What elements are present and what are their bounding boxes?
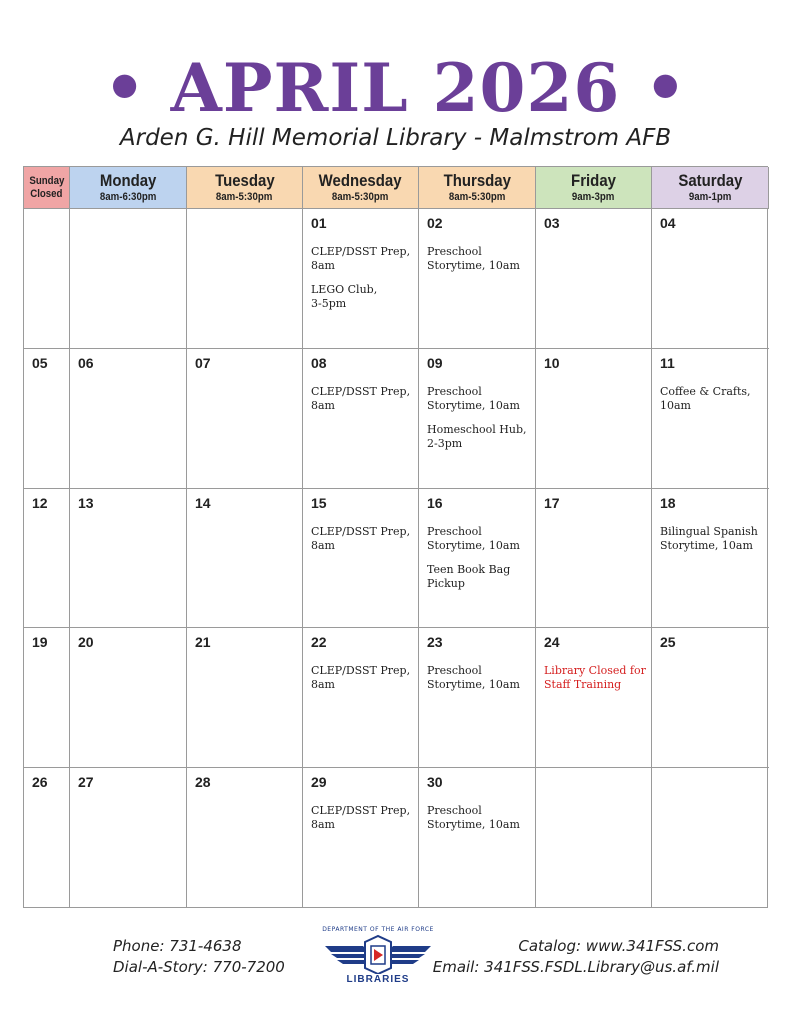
- day-number: 27: [78, 774, 94, 790]
- calendar-day-cell: [24, 349, 70, 489]
- day-number: 08: [311, 355, 327, 371]
- day-number: 17: [544, 495, 560, 511]
- event-entry: Coffee & Crafts, 10am: [660, 385, 751, 412]
- calendar-day-cell: [70, 628, 187, 768]
- day-number: 11: [660, 355, 675, 371]
- dial-a-story-number: Dial-A-Story: 770-7200: [113, 958, 285, 976]
- closure-notice: Library Closed for Staff Training: [544, 664, 646, 691]
- day-number: 29: [311, 774, 327, 790]
- day-name: Tuesday: [214, 171, 275, 190]
- calendar-day-cell: [70, 349, 187, 489]
- calendar-day-cell: [303, 489, 419, 628]
- calendar-day-cell: [536, 209, 652, 349]
- calendar-day-cell: [303, 768, 419, 907]
- logo-department-text: DEPARTMENT OF THE AIR FORCE: [322, 926, 434, 933]
- day-number: 25: [660, 634, 676, 650]
- day-number: 15: [311, 495, 327, 511]
- event-entry: CLEP/DSST Prep, 8am: [311, 385, 411, 412]
- calendar-day-cell: [70, 489, 187, 628]
- event-entry: Preschool Storytime, 10am: [427, 385, 520, 412]
- day-number: 18: [660, 495, 676, 511]
- day-number: 05: [32, 355, 48, 371]
- day-header-sunday: [24, 167, 70, 209]
- logo-libraries-text: LIBRARIES: [346, 974, 410, 985]
- day-number: 21: [195, 634, 211, 650]
- calendar-day-cell: [303, 628, 419, 768]
- event-entry: Preschool Storytime, 10am: [427, 664, 520, 691]
- catalog-url[interactable]: Catalog: www.341FSS.com: [518, 937, 719, 955]
- event-entry: Preschool Storytime, 10am: [427, 804, 520, 831]
- day-number: 19: [32, 634, 48, 650]
- calendar-day-cell: [303, 349, 419, 489]
- footer-contact-right: [433, 936, 719, 978]
- day-hours: 8am-6:30pm: [99, 191, 157, 203]
- calendar-day-cell: [24, 209, 70, 349]
- winged-book-icon: [323, 934, 433, 974]
- calendar-day-cell: [187, 209, 303, 349]
- event-entry: Preschool Storytime, 10am: [427, 245, 520, 272]
- calendar-day-cell: [187, 768, 303, 907]
- email-address[interactable]: Email: 341FSS.FSDL.Library@us.af.mil: [432, 958, 719, 976]
- calendar-day-cell: [187, 489, 303, 628]
- day-number: 03: [544, 215, 560, 231]
- day-number: 07: [195, 355, 211, 371]
- calendar-grid: [23, 166, 768, 908]
- day-number: 24: [544, 634, 560, 650]
- day-number: 02: [427, 215, 443, 231]
- day-number: 16: [427, 495, 443, 511]
- event-entry: CLEP/DSST Prep, 8am: [311, 804, 411, 831]
- event-entry: Bilingual Spanish Storytime, 10am: [660, 525, 758, 552]
- day-header-thursday: [419, 167, 536, 209]
- calendar-day-cell: [24, 489, 70, 628]
- day-hours: 9am-3pm: [572, 191, 615, 203]
- day-name: Thursday: [443, 171, 511, 190]
- calendar-day-cell: [652, 209, 769, 349]
- calendar-day-cell: [419, 209, 536, 349]
- footer-contact-left: [113, 936, 285, 978]
- calendar-day-cell: [536, 349, 652, 489]
- calendar-day-cell: [536, 489, 652, 628]
- day-number: 04: [660, 215, 676, 231]
- event-entry: Teen Book Bag Pickup: [427, 563, 511, 590]
- calendar-day-cell: [536, 768, 652, 907]
- day-number: 28: [195, 774, 211, 790]
- calendar-day-cell: [303, 209, 419, 349]
- calendar-day-cell: [652, 628, 769, 768]
- library-name: Arden G. Hill Memorial Library - Malmstrom AFB: [119, 125, 672, 151]
- day-header-monday: [70, 167, 187, 209]
- event-entry: Preschool Storytime, 10am: [427, 525, 520, 552]
- event-entry: Homeschool Hub, 2-3pm: [427, 423, 527, 450]
- calendar-day-cell: [70, 768, 187, 907]
- air-force-libraries-logo: [313, 926, 443, 988]
- calendar-day-cell: [419, 768, 536, 907]
- calendar-day-cell: [24, 768, 70, 907]
- day-hours: 8am-5:30pm: [332, 191, 389, 203]
- calendar-day-cell: [536, 628, 652, 768]
- calendar-day-cell: [419, 628, 536, 768]
- day-number: 23: [427, 634, 443, 650]
- day-header-friday: [536, 167, 652, 209]
- day-number: 10: [544, 355, 560, 371]
- calendar-day-cell: [652, 768, 769, 907]
- day-number: 26: [32, 774, 48, 790]
- event-entry: CLEP/DSST Prep, 8am: [311, 664, 411, 691]
- day-number: 13: [78, 495, 94, 511]
- day-number: 06: [78, 355, 94, 371]
- day-hours: 9am-1pm: [688, 191, 732, 203]
- day-number: 30: [427, 774, 443, 790]
- calendar-day-cell: [652, 489, 769, 628]
- calendar-day-cell: [187, 349, 303, 489]
- event-entry: CLEP/DSST Prep, 8am: [311, 245, 411, 272]
- calendar-day-cell: [70, 209, 187, 349]
- day-header-saturday: [652, 167, 769, 209]
- calendar-day-cell: [652, 349, 769, 489]
- phone-number: Phone: 731-4638: [113, 937, 242, 955]
- calendar-day-cell: [187, 628, 303, 768]
- calendar-day-cell: [419, 489, 536, 628]
- page-title: • APRIL 2026 •: [103, 49, 688, 127]
- day-number: 12: [32, 495, 48, 511]
- day-number: 01: [311, 215, 327, 231]
- event-entry: CLEP/DSST Prep, 8am: [311, 525, 411, 552]
- day-name: Friday: [571, 171, 616, 190]
- day-hours: Closed: [30, 187, 63, 200]
- day-name: Monday: [99, 171, 157, 190]
- day-number: 14: [195, 495, 211, 511]
- day-number: 22: [311, 634, 327, 650]
- day-hours: 8am-5:30pm: [216, 191, 273, 203]
- day-header-tuesday: [187, 167, 303, 209]
- calendar-day-cell: [24, 628, 70, 768]
- day-name: Sunday: [29, 174, 64, 187]
- day-name: Saturday: [677, 171, 743, 190]
- day-hours: 8am-5:30pm: [448, 191, 506, 203]
- day-header-wednesday: [303, 167, 419, 209]
- calendar-day-cell: [419, 349, 536, 489]
- day-number: 20: [78, 634, 94, 650]
- day-number: 09: [427, 355, 443, 371]
- event-entry: LEGO Club, 3-5pm: [311, 283, 378, 310]
- day-name: Wednesday: [319, 171, 402, 190]
